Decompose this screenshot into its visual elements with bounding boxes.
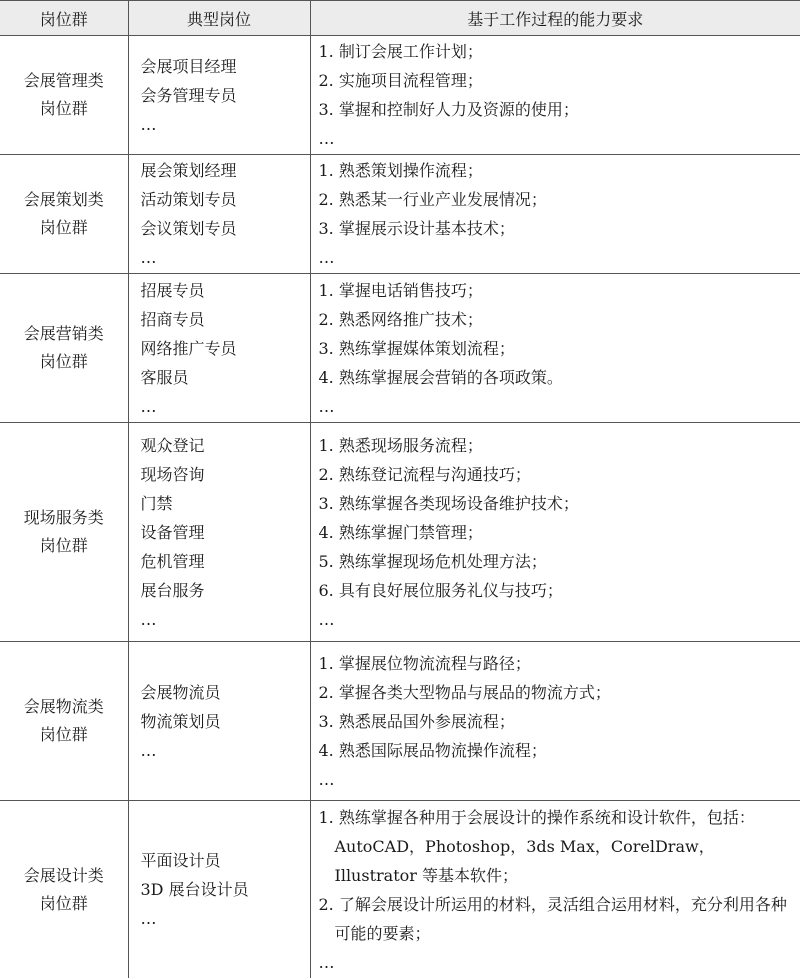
typical-roles-cell: [128, 36, 310, 155]
requirement-item: 1. 掌握展位物流流程与路径；: [319, 649, 795, 678]
role-item: …: [141, 392, 310, 421]
role-item: 危机管理: [141, 547, 310, 576]
job-group-cell: [0, 423, 128, 642]
role-item: …: [141, 605, 310, 634]
requirement-item: …: [319, 124, 795, 153]
requirement-item: 3. 熟练掌握各类现场设备维护技术；: [319, 489, 795, 518]
requirement-item: 3. 熟练掌握媒体策划流程；: [319, 334, 795, 363]
job-group-line: 会展策划类: [0, 186, 128, 214]
header-typical-role: 典型岗位: [128, 1, 310, 36]
requirement-item: 5. 熟练掌握现场危机处理方法；: [319, 547, 795, 576]
typical-roles-cell: [128, 642, 310, 801]
job-group-line: 岗位群: [0, 214, 128, 242]
header-job-group: 岗位群: [0, 1, 128, 36]
role-item: 客服员: [141, 363, 310, 392]
job-group-cell: [0, 642, 128, 801]
job-group-line: 会展设计类: [0, 862, 128, 890]
role-item: 会议策划专员: [141, 214, 310, 243]
role-item: 观众登记: [141, 431, 310, 460]
typical-roles-cell: [128, 274, 310, 423]
role-item: 现场咨询: [141, 460, 310, 489]
role-item: 3D 展台设计员: [141, 875, 310, 904]
role-item: 招展专员: [141, 276, 310, 305]
requirement-item: …: [319, 243, 795, 272]
table-row: [0, 801, 800, 978]
role-item: …: [141, 110, 310, 139]
requirement-item: 1. 熟悉策划操作流程；: [319, 156, 795, 185]
requirements-cell: [310, 274, 800, 423]
requirement-item: 3. 掌握和控制好人力及资源的使用；: [319, 95, 795, 124]
requirement-item: 2. 熟悉某一行业产业发展情况；: [319, 185, 795, 214]
table-row: [0, 155, 800, 274]
requirement-item: …: [319, 605, 795, 634]
requirement-item: 4. 熟练掌握展会营销的各项政策。: [319, 363, 795, 392]
job-group-cell: [0, 274, 128, 423]
job-group-line: 岗位群: [0, 721, 128, 749]
requirement-item: 3. 掌握展示设计基本技术；: [319, 214, 795, 243]
role-item: 会展物流员: [141, 678, 310, 707]
job-group-line: 岗位群: [0, 348, 128, 376]
requirement-item: 2. 熟练登记流程与沟通技巧；: [319, 460, 795, 489]
requirement-item: 2. 了解会展设计所运用的材料，灵活组合运用材料，充分利用各种可能的要素；: [319, 890, 795, 948]
job-group-cell: [0, 801, 128, 978]
header-ability-requirements: 基于工作过程的能力要求: [310, 1, 800, 36]
job-group-line: 会展物流类: [0, 693, 128, 721]
requirements-cell: [310, 801, 800, 978]
requirement-item: 1. 掌握电话销售技巧；: [319, 276, 795, 305]
requirement-item: 4. 熟悉国际展品物流操作流程；: [319, 736, 795, 765]
table-row: [0, 423, 800, 642]
role-item: 展台服务: [141, 576, 310, 605]
job-group-line: 岗位群: [0, 95, 128, 123]
table-row: [0, 642, 800, 801]
role-item: …: [141, 904, 310, 933]
requirement-item: 2. 实施项目流程管理；: [319, 66, 795, 95]
requirement-item: 1. 制订会展工作计划；: [319, 37, 795, 66]
requirements-cell: [310, 36, 800, 155]
requirements-cell: [310, 155, 800, 274]
requirement-item: 6. 具有良好展位服务礼仪与技巧；: [319, 576, 795, 605]
table-row: [0, 36, 800, 155]
role-item: 招商专员: [141, 305, 310, 334]
role-item: 活动策划专员: [141, 185, 310, 214]
requirement-item: 1. 熟悉现场服务流程；: [319, 431, 795, 460]
requirement-item: …: [319, 948, 795, 977]
requirement-item: 4. 熟练掌握门禁管理；: [319, 518, 795, 547]
requirement-item: 1. 熟练掌握各种用于会展设计的操作系统和设计软件，包括：AutoCAD，Photoshop，3ds Max，CorelDraw，Illustrator 等基本软件；: [319, 803, 795, 890]
typical-roles-cell: [128, 155, 310, 274]
table-header-row: [0, 1, 800, 36]
requirement-item: 2. 熟悉网络推广技术；: [319, 305, 795, 334]
requirements-cell: [310, 642, 800, 801]
role-item: …: [141, 736, 310, 765]
requirement-item: 2. 掌握各类大型物品与展品的物流方式；: [319, 678, 795, 707]
requirement-item: …: [319, 765, 795, 794]
requirements-cell: [310, 423, 800, 642]
requirement-item: …: [319, 392, 795, 421]
role-item: …: [141, 243, 310, 272]
role-item: 平面设计员: [141, 846, 310, 875]
role-item: 门禁: [141, 489, 310, 518]
job-group-cell: [0, 36, 128, 155]
job-group-line: 会展管理类: [0, 67, 128, 95]
table-row: [0, 274, 800, 423]
job-group-line: 会展营销类: [0, 320, 128, 348]
role-item: 会展项目经理: [141, 52, 310, 81]
role-item: 网络推广专员: [141, 334, 310, 363]
requirement-item: 3. 熟悉展品国外参展流程；: [319, 707, 795, 736]
job-group-line: 岗位群: [0, 532, 128, 560]
job-group-cell: [0, 155, 128, 274]
role-item: 展会策划经理: [141, 156, 310, 185]
role-item: 物流策划员: [141, 707, 310, 736]
typical-roles-cell: [128, 801, 310, 978]
job-group-line: 岗位群: [0, 890, 128, 918]
role-item: 会务管理专员: [141, 81, 310, 110]
role-item: 设备管理: [141, 518, 310, 547]
job-group-line: 现场服务类: [0, 504, 128, 532]
typical-roles-cell: [128, 423, 310, 642]
